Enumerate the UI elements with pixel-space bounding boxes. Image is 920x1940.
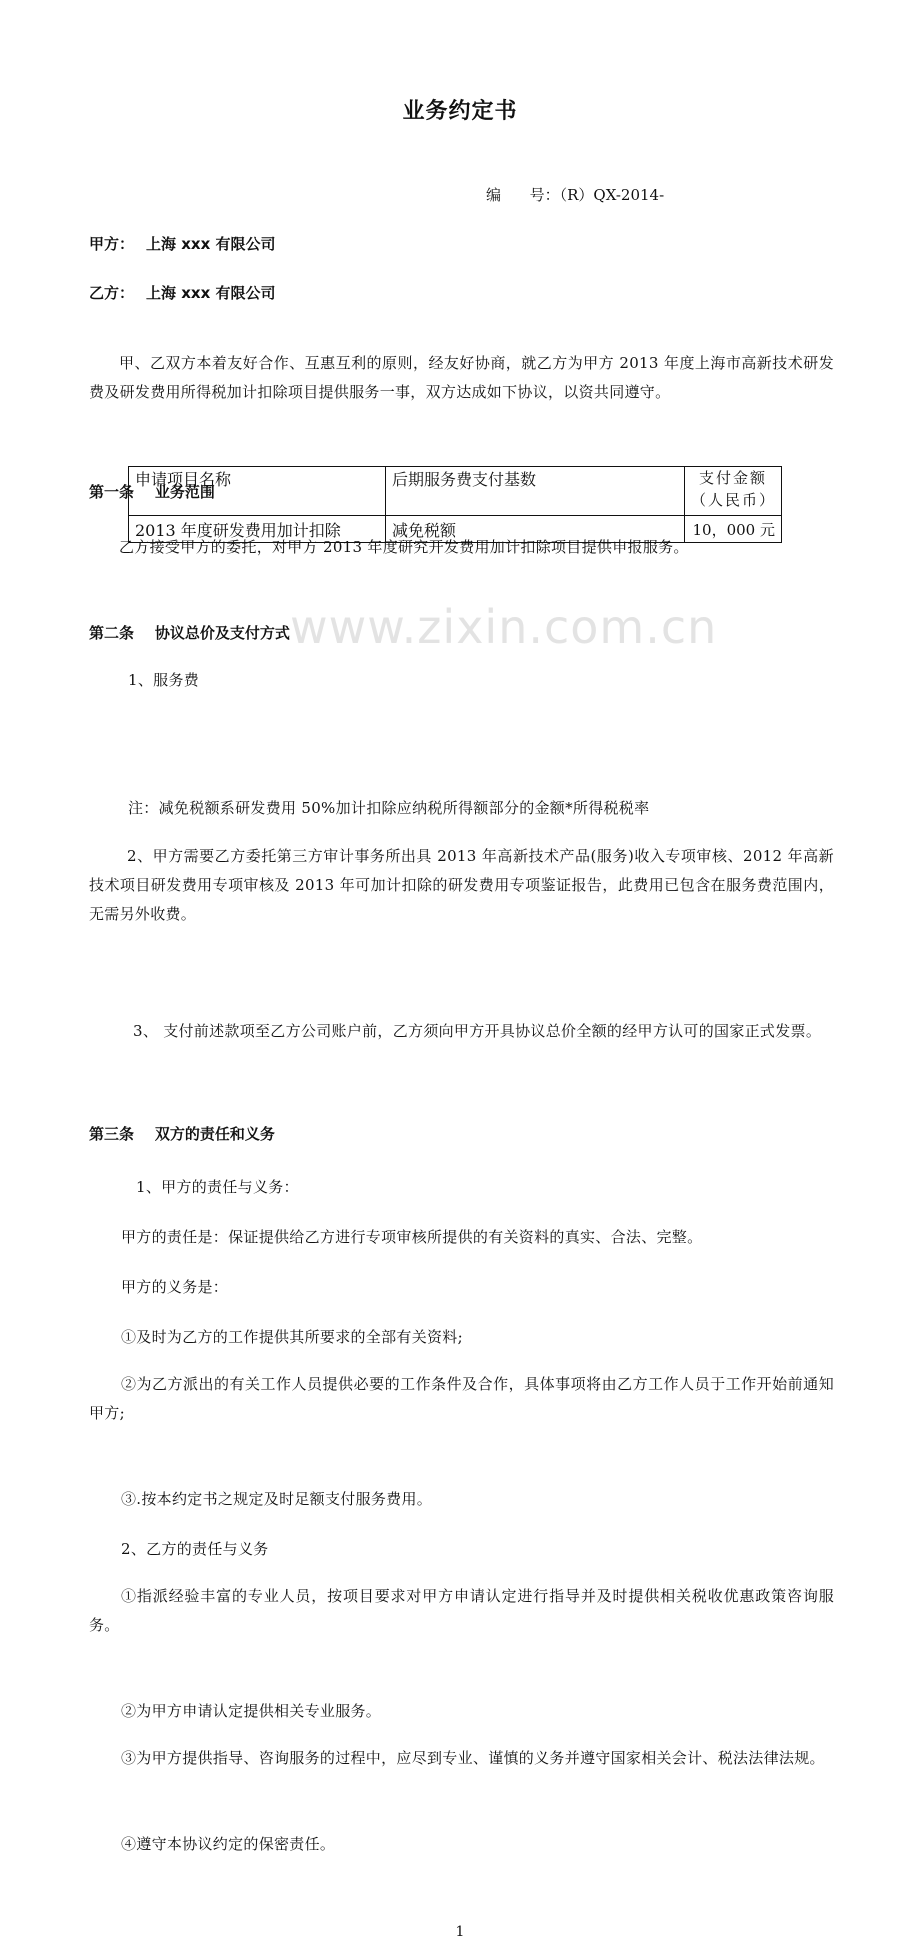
party-b-value: 上海 xxx 有限公司 [146, 284, 276, 302]
document-title: 业务约定书 [402, 99, 518, 124]
fee-header-basis: 后期服务费支付基数 [386, 467, 685, 516]
table-row [129, 516, 782, 543]
article-1-heading: 第一条 业务范围 [89, 483, 215, 501]
party-a-obligation-2: ②为乙方派出的有关工作人员提供必要的工作条件及合作，具体事项将由乙方工作人员于工作开始前通知甲方; [89, 1375, 834, 1422]
fee-row-basis: 减免税额 [386, 516, 685, 543]
page-number: 1 [455, 1924, 465, 1940]
party-b-label: 乙方： [89, 284, 135, 302]
party-a-label: 甲方： [89, 235, 135, 253]
party-b-obligation-4: ④遵守本协议约定的保密责任。 [121, 1835, 336, 1853]
serial-number [486, 184, 920, 205]
party-b [89, 282, 920, 303]
watermark: www.zixin.com.cn [290, 600, 718, 654]
fee-header-item: 申请项目名称 [129, 467, 386, 516]
party-b-obligation-3: ③为甲方提供指导、咨询服务的过程中，应尽到专业、谨慎的义务并遵守国家相关会计、税法法律法规。 [121, 1749, 825, 1767]
party-a-responsibility: 甲方的责任是：保证提供给乙方进行专项审核所提供的有关资料的真实、合法、完整。 [121, 1228, 703, 1246]
article-3-heading: 第三条 双方的责任和义务 [89, 1125, 275, 1143]
fee-header-amount-line1: 支付金额 [698, 469, 767, 487]
party-a-obligation-1: ①及时为乙方的工作提供其所要求的全部有关资料; [121, 1328, 463, 1346]
fee-table-header [129, 467, 782, 516]
fee-header-amount-line2: （人民币） [691, 491, 777, 509]
fee-note: 注：减免税额系研发费用 50%加计扣除应纳税所得额部分的金额*所得税税率 [128, 799, 650, 817]
article-2-item-1: 1、服务费 [128, 671, 200, 689]
article-2-item-2: 2、甲方需要乙方委托第三方审计事务所出具 2013 年高新技术产品(服务)收入专项审核、2012 年高新技术项目研发费用专项审核及 2013 年可加计扣除的研发费用专项鉴证报告，此费用已包含在服务费范围内，无需另外收费。 [89, 847, 834, 923]
fee-row-amount: 10，000 元 [685, 516, 782, 543]
party-b-duties-heading: 2、乙方的责任与义务 [121, 1540, 269, 1558]
party-a [89, 233, 920, 254]
article-2-item-3: 3、 支付前述款项至乙方公司账户前，乙方须向甲方开具协议总价全额的经甲方认可的国家正式发票。 [133, 1022, 822, 1040]
intro-paragraph: 甲、乙双方本着友好合作、互惠互利的原则，经友好协商，就乙方为甲方 2013 年度上海市高新技术研发费及研发费用所得税加计扣除项目提供服务一事，双方达成如下协议，以资共同遵守。 [89, 354, 834, 401]
article-2-heading: 第二条 协议总价及支付方式 [89, 624, 290, 642]
fee-table [128, 466, 782, 543]
party-b-obligation-2: ②为甲方申请认定提供相关专业服务。 [121, 1702, 382, 1720]
party-a-value: 上海 xxx 有限公司 [146, 235, 276, 253]
party-b-obligation-1: ①指派经验丰富的专业人员，按项目要求对甲方申请认定进行指导并及时提供相关税收优惠政策咨询服务。 [89, 1587, 834, 1634]
fee-header-amount [685, 467, 782, 516]
serial-label: 编 号： [486, 186, 560, 204]
article-1-text: 乙方接受甲方的委托，对甲方 2013 年度研究开发费用加计扣除项目提供申报服务。 [119, 538, 689, 556]
party-a-obligation-label: 甲方的义务是： [121, 1278, 229, 1296]
party-a-obligation-3: ③.按本约定书之规定及时足额支付服务费用。 [121, 1490, 433, 1508]
serial-value: （R）QX-2014- [559, 186, 665, 204]
party-a-duties-heading: 1、甲方的责任与义务： [136, 1178, 299, 1196]
fee-row-item: 2013 年度研发费用加计扣除 [129, 516, 386, 543]
